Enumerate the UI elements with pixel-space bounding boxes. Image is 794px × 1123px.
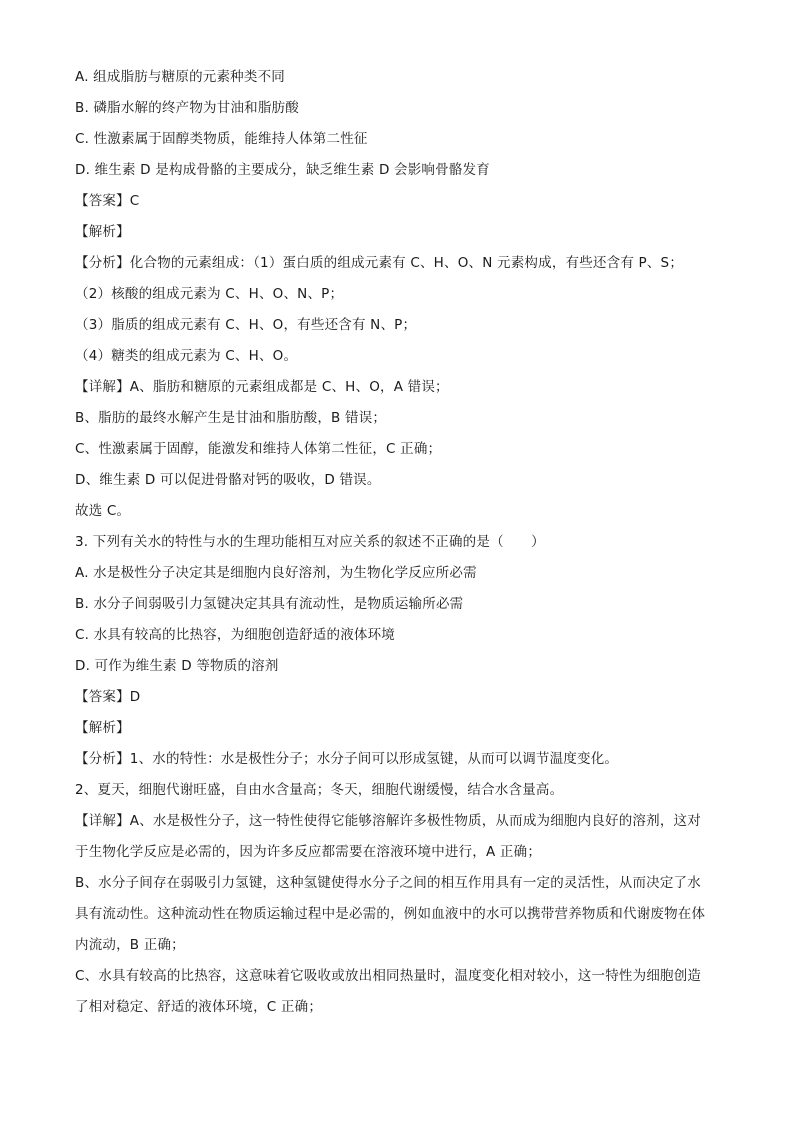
question-3-stem: 3. 下列有关水的特性与水的生理功能相互对应关系的叙述不正确的是（ ） — [75, 534, 545, 550]
detail-line-4: D、维生素 D 可以促进骨骼对钙的吸收，D 错误。 — [75, 472, 381, 488]
q3-detail-c-line-1: C、水具有较高的比热容，这意味着它吸收或放出相同热量时，温度变化相对较小，这一特性为细胞创造 — [75, 968, 702, 984]
q3-detail-a-line-2: 于生物化学反应是必需的，因为许多反应都需要在溶液环境中进行，A 正确； — [75, 844, 542, 860]
q3-analysis-line-2: 2、夏天，细胞代谢旺盛，自由水含量高；冬天，细胞代谢缓慢，结合水含量高。 — [75, 782, 564, 798]
analysis-line-1: 【分析】化合物的元素组成：（1）蛋白质的组成元素有 C、H、O、N 元素构成，有些还含有 P、S； — [75, 255, 684, 271]
q3-detail-b-line-2: 具有流动性。这种流动性在物质运输过程中是必需的，例如血液中的水可以携带营养物质和代谢废物在体 — [75, 906, 706, 922]
q3-detail-c-line-2: 了相对稳定、舒适的液体环境，C 正确； — [75, 999, 323, 1015]
q3-explanation-heading: 【解析】 — [75, 720, 130, 736]
detail-line-2: B、脂肪的最终水解产生是甘油和脂肪酸，B 错误； — [75, 410, 387, 426]
detail-line-1: 【详解】A、脂肪和糖原的元素组成都是 C、H、O，A 错误； — [75, 379, 449, 395]
analysis-line-3: （3）脂质的组成元素有 C、H、O，有些还含有 N、P； — [75, 317, 417, 333]
option-d-line: D. 维生素 D 是构成骨骼的主要成分，缺乏维生素 D 会影响骨骼发育 — [75, 162, 490, 178]
option-a-line: A. 组成脂肪与糖原的元素种类不同 — [75, 69, 285, 85]
detail-line-3: C、性激素属于固醇，能激发和维持人体第二性征，C 正确； — [75, 441, 442, 457]
option-c-line: C. 性激素属于固醇类物质，能维持人体第二性征 — [75, 131, 368, 147]
analysis-line-4: （4）糖类的组成元素为 C、H、O。 — [75, 348, 298, 364]
q3-option-c: C. 水具有较高的比热容，为细胞创造舒适的液体环境 — [75, 627, 396, 643]
q3-detail-b-line-3: 内流动，B 正确； — [75, 937, 185, 953]
answer-line: 【答案】C — [75, 193, 140, 209]
conclusion-line: 故选 C。 — [75, 503, 131, 519]
q3-analysis-line-1: 【分析】1、水的特性：水是极性分子；水分子间可以形成氢键，从而可以调节温度变化。 — [75, 751, 619, 767]
q3-detail-a-line-1: 【详解】A、水是极性分子，这一特性使得它能够溶解许多极性物质，从而成为细胞内良好的溶剂，这对 — [75, 813, 701, 829]
q3-option-d: D. 可作为维生素 D 等物质的溶剂 — [75, 658, 279, 674]
q3-option-a: A. 水是极性分子决定其是细胞内良好溶剂，为生物化学反应所必需 — [75, 565, 477, 581]
option-b-line: B. 磷脂水解的终产物为甘油和脂肪酸 — [75, 100, 299, 116]
q3-option-b: B. 水分子间弱吸引力氢键决定其具有流动性，是物质运输所必需 — [75, 596, 464, 612]
explanation-heading: 【解析】 — [75, 224, 130, 240]
analysis-line-2: （2）核酸的组成元素为 C、H、O、N、P； — [75, 286, 344, 302]
q3-answer-line: 【答案】D — [75, 689, 141, 705]
q3-detail-b-line-1: B、水分子间存在弱吸引力氢键，这种氢键使得水分子之间的相互作用具有一定的灵活性，从而决定了水 — [75, 875, 701, 891]
